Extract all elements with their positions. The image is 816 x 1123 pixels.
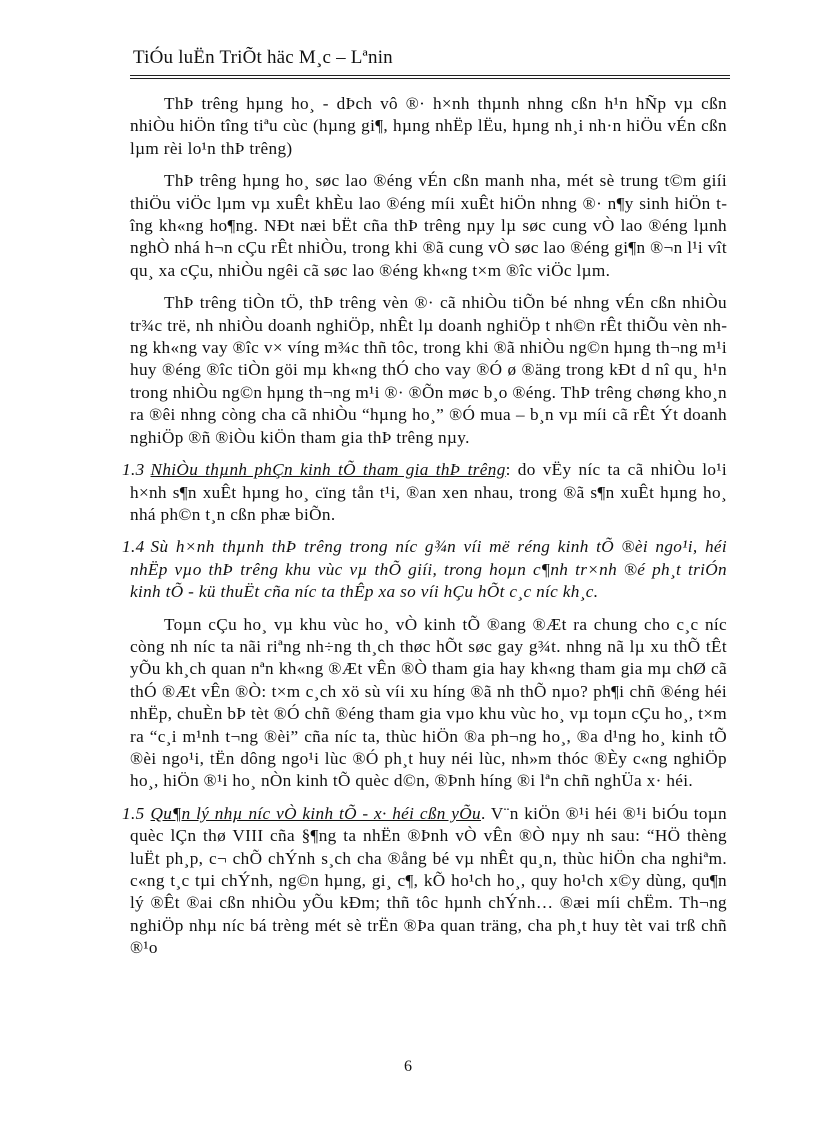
section-text: : do vËy níc ta cã nhiÒu lo¹i h×nh s¶n xuÊt hµng ho¸ cïng tån t¹i, ®an xen nhau, trong ®ã s¶n xuÊt hµng ho¸ nhá ph©n t¸n cßn phæ biÕn. — [130, 460, 727, 524]
section-title: Qu¶n lý nhµ níc vÒ kinh tÕ - x· héi cßn yÕu — [150, 803, 481, 823]
section-1-5 — [122, 803, 727, 960]
section-number: 1.5 — [122, 803, 145, 823]
section-number: 1.4 — [122, 537, 145, 557]
section-number: 1.3 — [122, 460, 145, 480]
section-1-4 — [122, 536, 727, 603]
page-number: 6 — [404, 1058, 412, 1075]
paragraph-4: Toµn cÇu ho¸ vµ khu vùc ho¸ vÒ kinh tÕ ®ang ®Æt ra chung cho c¸c níc còng nh níc ta nãi riªng nh÷ng th¸ch thøc hÕt søc gay g¾t. nhng nã lµ xu thÕ tÊt yÕu kh¸ch quan nªn kh«ng ®Æt vÊn ®Ò tham gia hay kh«ng tham gia mµ chØ cã thÓ ®Æt vÊn ®Ò: t×m c¸ch xö sù víi xu híng ®ã nh thÕ nµo? ph¶i chñ ®éng héi nhËp, chuÈn bÞ tèt ®Ó chñ ®éng tham gia vµo khu vùc ho¸ vµ toµn cÇu ho¸, t×m ra “c¸i m¹nh t¬ng ®èi” cña níc ta, thùc hiÖn ®a ph¬ng ho¸, ®a d¹ng ho¸ kinh tÕ ®èi ngo¹i, tËn dông ngo¹i lùc ®Ó ph¸t huy néi lùc, nh»m thóc ®Èy c«ng nghiÖp ho¸, hiÖn ®¹i ho¸ nÒn kinh tÕ quèc d©n, ®Þnh híng ®i lªn chñ nghÜa x· héi. — [130, 614, 727, 791]
document-body — [122, 93, 727, 970]
section-1-3 — [122, 459, 727, 526]
section-title: Sù h×nh thµnh thÞ trêng trong níc g¾n víi më réng kinh tÕ ®èi ngo¹i, héi nhËp vµo thÞ trêng khu vùc vµ thÕ giíi, trong hoµn c¶nh tr×nh ®é ph¸t triÓn kinh tÕ - kü thuËt cña níc ta thÊp xa so víi hÇu hÕt c¸c níc kh¸c. — [130, 537, 727, 602]
header-rule — [130, 75, 730, 79]
running-header: TiÓu luËn TriÕt häc M¸c – Lªnin — [133, 47, 393, 68]
paragraph-1: ThÞ trêng hµng ho¸ - dÞch vô ®· h×nh thµnh nhng cßn h¹n hÑp vµ cßn nhiÒu hiÖn tîng tiªu cùc (hµng gi¶, hµng nhËp lËu, hµng nh¸i nh·n hiÖu vÉn cßn lµm rèi lo¹n thÞ trêng) — [130, 94, 727, 158]
paragraph-2: ThÞ trêng hµng ho¸ søc lao ®éng vÉn cßn manh nha, mét sè trung t©m giíi thiÖu viÖc lµm vµ xuÊt khÈu lao ®éng míi xuÊt hiÖn nhng ®· n¶y sinh hiÖn tîng kh«ng ho¶ng. NÐt næi bËt cña thÞ trêng nµy lµ søc cung vÒ lao ®éng lµnh nghÒ nhá h¬n cÇu rÊt nhiÒu, trong khi ®ã cung vÒ søc lao ®éng gi¶n ®¬n l¹i vît qu¸ xa cÇu, nhiÒu ngêi cã søc lao ®éng kh«ng t×m ®îc viÖc lµm. — [130, 171, 727, 280]
paragraph-3: ThÞ trêng tiÒn tÖ, thÞ trêng vèn ®· cã nhiÒu tiÕn bé nhng vÉn cßn nhiÒu tr¾c trë, nh nhiÒu doanh nghiÖp, nhÊt lµ doanh nghiÖp t nh©n rÊt thiÕu vèn nhng kh«ng vay ®îc v× víng m¾c thñ tôc, trong khi ®ã nhiÒu ng©n hµng th¬ng m¹i huy ®éng ®îc tiÒn göi mµ kh«ng thÓ cho vay ®Ó ø ®äng trong kÐt d nî qu¸ h¹n trong nhiÒu ng©n hµng th¬ng m¹i ®· ®Õn møc b¸o ®éng. ThÞ trêng chøng kho¸n ra ®êi nhng còng cha cã nhiÒu “hµng ho¸” ®Ó mua – b¸n vµ míi cã rÊt Ýt doanh nghiÖp ®ñ ®iÒu kiÖn tham gia thÞ trêng nµy. — [130, 293, 727, 447]
section-title: NhiÒu thµnh phÇn kinh tÕ tham gia thÞ trêng — [150, 460, 506, 480]
section-text: . V¨n kiÖn ®¹i héi ®¹i biÓu toµn quèc lÇn thø VIII cña §¶ng ta nhËn ®Þnh vÒ vÊn ®Ò nµy nh sau: “HÖ thèng luËt ph¸p, c¬ chÕ chÝnh s¸ch cha ®ång bé vµ nhÊt qu¸n, thùc hiÖn cha nghiªm. c«ng t¸c tµi chÝnh, ng©n hµng, gi¸ c¶, kÕ ho¹ch ho¸, quy ho¹ch x©y dùng, qu¶n lý ®Êt ®ai cßn nhiÒu yÕu kÐm; thñ tôc hµnh chÝnh… ®æi míi chËm. Th¬ng nghiÖp nhµ níc bá trèng mét sè trËn ®Þa quan träng, cha ph¸t huy tèt vai trß chñ ®¹o — [130, 803, 727, 958]
